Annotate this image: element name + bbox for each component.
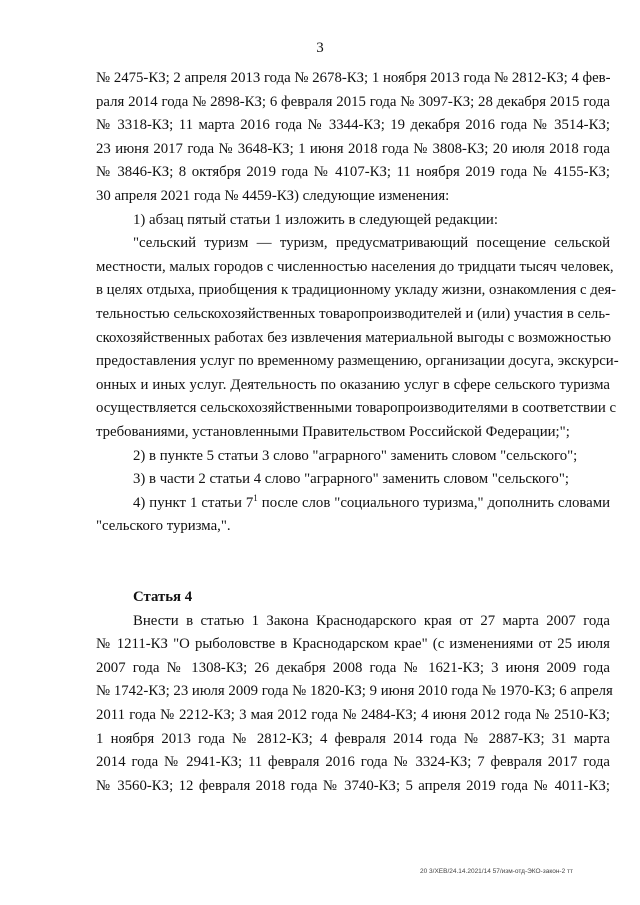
item4-text-b: после слов "социального туризма," дополнить словами: [257, 494, 610, 511]
list-item: 1) абзац пятый статьи 1 изложить в следующей редакции:: [133, 211, 498, 228]
text-line: № 3318-КЗ; 11 марта 2016 года № 3344-КЗ; 19 декабря 2016 года № 3514-КЗ;: [96, 117, 610, 134]
text-line: № 2475-КЗ; 2 апреля 2013 года № 2678-КЗ; 1 ноября 2013 года № 2812-КЗ; 4 фев-: [96, 70, 611, 86]
text-line: № 1211-КЗ "О рыболовстве в Краснодарском крае" (с изменениями от 25 июля: [96, 636, 610, 653]
item4-text-a: 4) пункт 1 статьи 7: [133, 494, 254, 511]
text-line: 1 ноября 2013 года № 2812-КЗ; 4 февраля 2014 года № 2887-КЗ; 31 марта: [96, 730, 610, 747]
quote-line: требованиями, установленными Правительством Российской Федерации;";: [96, 423, 570, 440]
text-line: 2014 года № 2941-КЗ; 11 февраля 2016 года № 3324-КЗ; 7 февраля 2017 года: [96, 754, 610, 771]
article-heading: Статья 4: [133, 589, 193, 606]
quote-line: предоставления услуг по временному размещению, организации досуга, экскурси-: [96, 353, 619, 370]
list-item: [96, 492, 610, 516]
text-line: "сельского туризма,".: [96, 518, 231, 535]
footer-path: 20 3/ХЕВ/24.14.2021/14 57/изм-отд-ЭКО-закон-2 тт: [420, 868, 573, 875]
quote-line: в целях отдыха, приобщения к традиционному укладу жизни, ознакомления с дея-: [96, 282, 617, 299]
document-body: [96, 67, 619, 798]
quote-line: онных и иных услуг. Деятельность по оказанию услуг в сфере сельского туризма: [96, 376, 610, 393]
text-line: раля 2014 года № 2898-КЗ; 6 февраля 2015 года № 3097-КЗ; 28 декабря 2015 года: [96, 93, 610, 110]
text-line: 2007 года № 1308-КЗ; 26 декабря 2008 года № 1621-КЗ; 3 июня 2009 года: [96, 659, 610, 676]
list-item: 2) в пункте 5 статьи 3 слово "аграрного" заменить словом "сельского";: [133, 447, 578, 464]
quote-line: "сельский туризм — туризм, предусматривающий посещение сельской: [133, 235, 610, 252]
list-item: 3) в части 2 статьи 4 слово "аграрного" заменить словом "сельского";: [133, 471, 569, 488]
superscript: 1: [253, 492, 258, 503]
text-line: 23 июня 2017 года № 3648-КЗ; 1 июня 2018 года № 3808-КЗ; 20 июля 2018 года: [96, 140, 610, 157]
text-line: № 1742-КЗ; 23 июля 2009 года № 1820-КЗ; 9 июня 2010 года № 1970-КЗ; 6 апреля: [96, 683, 613, 700]
page-number: 3: [316, 40, 324, 56]
text-line: № 3560-КЗ; 12 февраля 2018 года № 3740-КЗ; 5 апреля 2019 года № 4011-КЗ;: [96, 777, 610, 794]
quote-line: осуществляется сельскохозяйственными товаропроизводителями в соответствии с: [96, 400, 617, 417]
quote-line: скохозяйственных работах без извлечения материальной выгоды с возможностью: [96, 329, 611, 346]
text-line: 2011 года № 2212-КЗ; 3 мая 2012 года № 2484-КЗ; 4 июня 2012 года № 2510-КЗ;: [96, 707, 610, 724]
quote-line: местности, малых городов с численностью населения до тридцати тысяч человек,: [96, 258, 614, 275]
text-line: № 3846-КЗ; 8 октября 2019 года № 4107-КЗ; 11 ноября 2019 года № 4155-КЗ;: [96, 164, 610, 181]
text-line: 30 апреля 2021 года № 4459-КЗ) следующие изменения:: [96, 187, 450, 204]
quote-line: тельностью сельскохозяйственных товаропроизводителей и (или) участия в сель-: [96, 305, 610, 322]
text-line: Внести в статью 1 Закона Краснодарского края от 27 марта 2007 года: [133, 612, 610, 629]
